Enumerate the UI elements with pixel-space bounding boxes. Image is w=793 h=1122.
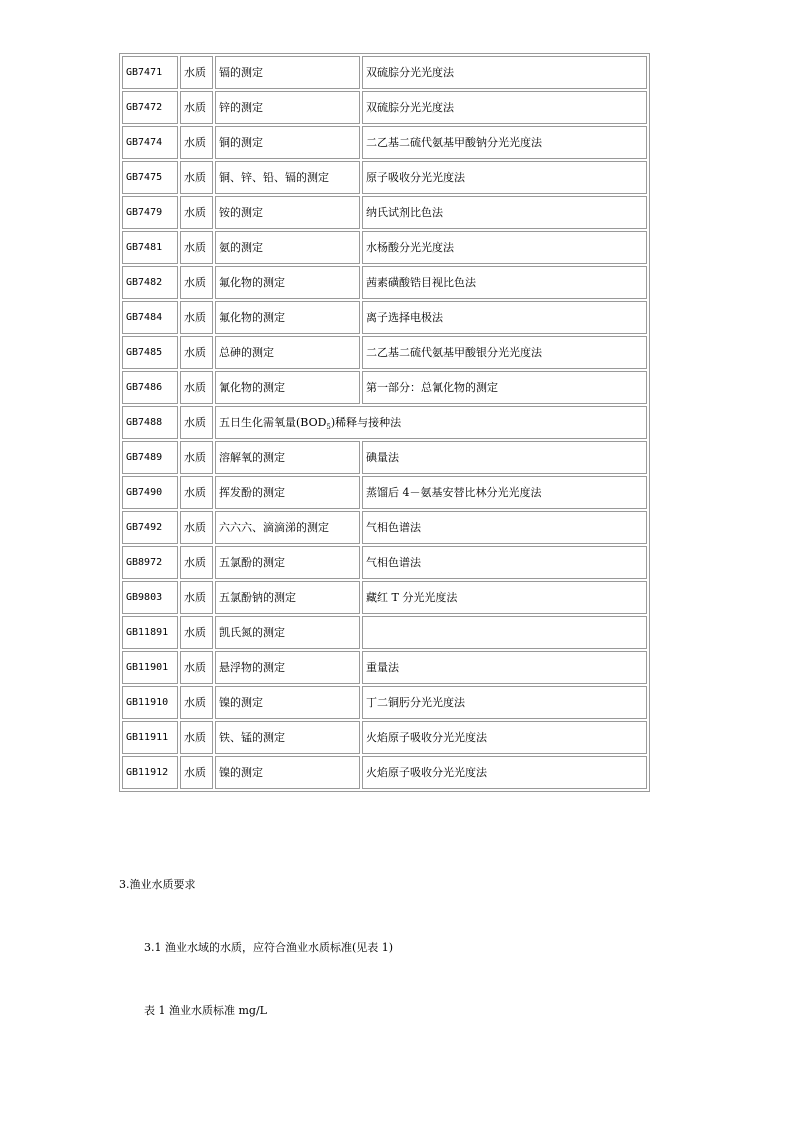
method-cell: 原子吸收分光光度法 [362,161,647,194]
standard-code-cell: GB7482 [122,266,178,299]
test-item-cell: 氰化物的测定 [215,371,360,404]
standard-code-cell: GB7488 [122,406,178,439]
test-item-cell: 氨的测定 [215,231,360,264]
bod-item-text: 五日生化需氧量(BOD [219,415,327,429]
table-row [122,56,647,89]
table-row [122,266,647,299]
method-cell: 藏红 T 分光光度法 [362,581,647,614]
method-cell: 纳氏试剂比色法 [362,196,647,229]
table-row [122,756,647,789]
table-row [122,161,647,194]
test-item-cell: 氟化物的测定 [215,301,360,334]
method-cell: 火焰原子吸收分光光度法 [362,756,647,789]
test-item-cell: 五氯酚的测定 [215,546,360,579]
category-cell: 水质 [180,196,213,229]
method-cell: 二乙基二硫代氨基甲酸钠分光光度法 [362,126,647,159]
test-item-cell: 镉的测定 [215,56,360,89]
method-cell: 火焰原子吸收分光光度法 [362,721,647,754]
table-row [122,126,647,159]
standard-code-cell: GB7492 [122,511,178,544]
table-row [122,231,647,264]
standard-code-cell: GB7475 [122,161,178,194]
method-cell: 二乙基二硫代氨基甲酸银分光光度法 [362,336,647,369]
category-cell: 水质 [180,56,213,89]
test-item-cell: 溶解氧的测定 [215,441,360,474]
table-row [122,336,647,369]
test-item-cell: 镍的测定 [215,756,360,789]
category-cell: 水质 [180,371,213,404]
category-cell: 水质 [180,721,213,754]
method-cell: 离子选择电极法 [362,301,647,334]
method-cell: 重量法 [362,651,647,684]
test-item-cell: 凯氏氮的测定 [215,616,360,649]
test-item-cell: 铁、锰的测定 [215,721,360,754]
table-row [122,196,647,229]
category-cell: 水质 [180,686,213,719]
table-row [122,686,647,719]
standards-table [119,53,650,792]
category-cell: 水质 [180,581,213,614]
method-cell: 丁二铜肟分光光度法 [362,686,647,719]
test-item-cell: 六六六、滴滴涕的测定 [215,511,360,544]
category-cell: 水质 [180,126,213,159]
standard-code-cell: GB7479 [122,196,178,229]
table-row [122,511,647,544]
table-row [122,476,647,509]
category-cell: 水质 [180,301,213,334]
test-item-cell: 挥发酚的测定 [215,476,360,509]
category-cell: 水质 [180,406,213,439]
test-item-cell: 铜、锌、铅、镉的测定 [215,161,360,194]
category-cell: 水质 [180,231,213,264]
standard-code-cell: GB7472 [122,91,178,124]
standard-code-cell: GB7489 [122,441,178,474]
table-row [122,371,647,404]
test-item-cell: 铜的测定 [215,126,360,159]
test-item-cell: 镍的测定 [215,686,360,719]
method-cell: 茜素磺酸锆目视比色法 [362,266,647,299]
table-row [122,301,647,334]
method-cell: 蒸馏后 4－氨基安替比林分光光度法 [362,476,647,509]
category-cell: 水质 [180,336,213,369]
test-item-cell: 铵的测定 [215,196,360,229]
table-caption: 表 1 渔业水质标准 mg/L [144,1004,267,1017]
category-cell: 水质 [180,616,213,649]
category-cell: 水质 [180,266,213,299]
category-cell: 水质 [180,511,213,544]
bod-method-text: )稀释与接种法 [330,415,402,429]
table-row [122,91,647,124]
standard-code-cell: GB7484 [122,301,178,334]
standard-code-cell: GB11891 [122,616,178,649]
paragraph-3-1: 3.1 渔业水域的水质，应符合渔业水质标准(见表 1) [144,941,394,954]
table-row [122,616,647,649]
test-item-cell: 悬浮物的测定 [215,651,360,684]
category-cell: 水质 [180,546,213,579]
merged-item-method-cell [215,406,647,439]
category-cell: 水质 [180,441,213,474]
table-row [122,581,647,614]
table-row [122,441,647,474]
standard-code-cell: GB7471 [122,56,178,89]
standard-code-cell: GB7481 [122,231,178,264]
standard-code-cell: GB8972 [122,546,178,579]
standard-code-cell: GB7490 [122,476,178,509]
standard-code-cell: GB11901 [122,651,178,684]
standard-code-cell: GB11910 [122,686,178,719]
method-cell: 气相色谱法 [362,546,647,579]
method-cell: 双硫腙分光光度法 [362,91,647,124]
bod-subscript: 5 [326,422,331,431]
method-cell: 第一部分：总氰化物的测定 [362,371,647,404]
category-cell: 水质 [180,476,213,509]
standard-code-cell: GB7486 [122,371,178,404]
standard-code-cell: GB11911 [122,721,178,754]
method-cell: 双硫腙分光光度法 [362,56,647,89]
test-item-cell: 五氯酚钠的测定 [215,581,360,614]
standards-table-body [122,56,647,789]
method-cell: 水杨酸分光光度法 [362,231,647,264]
standard-code-cell: GB11912 [122,756,178,789]
section-heading: 3.渔业水质要求 [119,878,196,891]
method-cell: 碘量法 [362,441,647,474]
category-cell: 水质 [180,651,213,684]
standard-code-cell: GB7485 [122,336,178,369]
method-cell [362,616,647,649]
standard-code-cell: GB9803 [122,581,178,614]
test-item-cell: 总砷的测定 [215,336,360,369]
table-row [122,721,647,754]
standard-code-cell: GB7474 [122,126,178,159]
test-item-cell: 锌的测定 [215,91,360,124]
test-item-cell: 氟化物的测定 [215,266,360,299]
category-cell: 水质 [180,161,213,194]
table-row [122,651,647,684]
method-cell: 气相色谱法 [362,511,647,544]
table-row [122,406,647,439]
category-cell: 水质 [180,756,213,789]
category-cell: 水质 [180,91,213,124]
table-row [122,546,647,579]
